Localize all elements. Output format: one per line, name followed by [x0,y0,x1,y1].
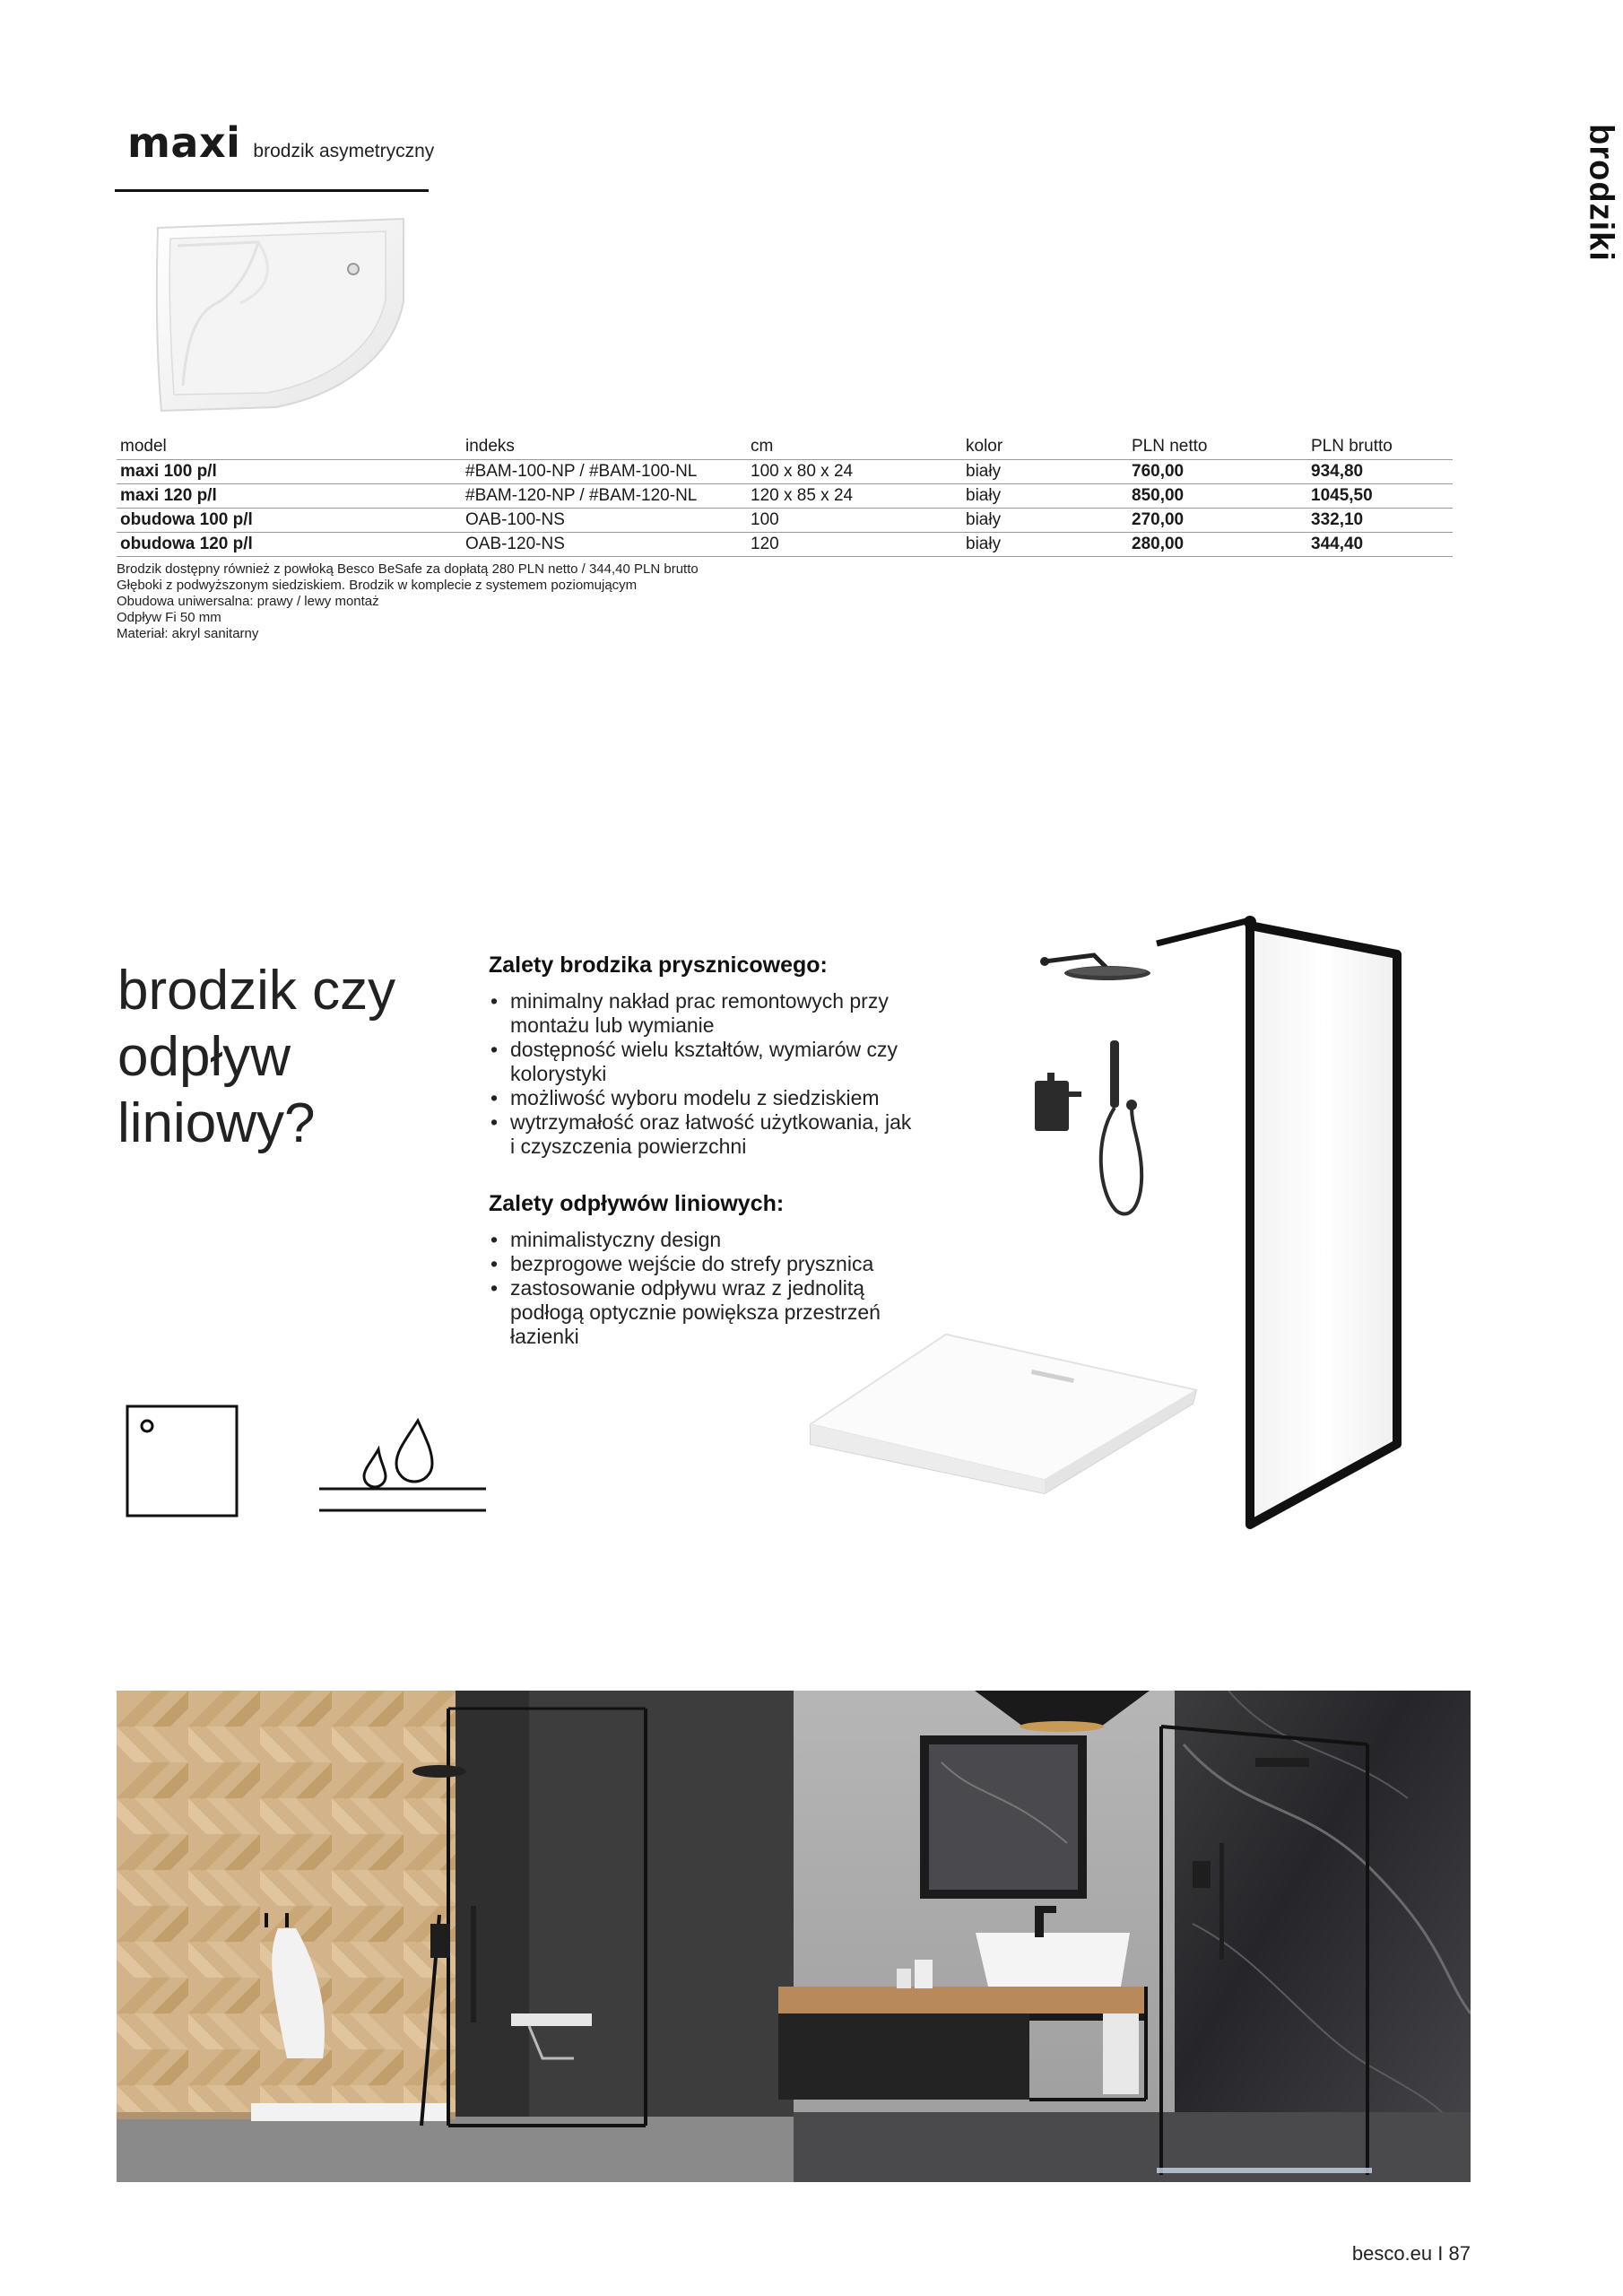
note-line: Głęboki z podwyższonym siedziskiem. Brodzik w komplecie z systemem poziomującym [117,578,638,593]
table-row [117,483,1453,508]
col-header-model: model [117,434,462,459]
cell-pln-netto: 280,00 [1128,532,1307,556]
table-row [117,508,1453,532]
table-row [117,532,1453,556]
bathroom-photos [117,1691,1471,2182]
product-notes [117,561,699,642]
cell-pln-brutto: 934,80 [1307,459,1453,483]
cell-pln-brutto: 344,40 [1307,532,1453,556]
cell-cm: 100 x 80 x 24 [747,459,962,483]
col-header-pln-netto: PLN netto [1128,434,1307,459]
rain-shower-head [1040,955,1150,980]
asymmetric-tray-image [151,215,411,413]
cell-cm: 120 [747,532,962,556]
footer-separator: I [1437,2242,1444,2265]
cell-kolor: biały [962,459,1128,483]
cell-indeks: OAB-120-NS [462,532,747,556]
cell-pln-netto: 270,00 [1128,508,1307,532]
col-header-indeks: indeks [462,434,747,459]
cell-cm: 120 x 85 x 24 [747,483,962,508]
question-line: odpływ [117,1026,291,1088]
thermostatic-mixer [1035,1073,1081,1131]
page-footer [1352,2242,1471,2266]
hand-shower [1101,1040,1141,1214]
cell-cm: 100 [747,508,962,532]
list-item: • minimalny nakład prac remontowych przy montażu lub wymianie [489,989,919,1038]
bathroom-photo-marble [778,1691,1471,2182]
col-header-kolor: kolor [962,434,1128,459]
cell-pln-netto: 850,00 [1128,483,1307,508]
cell-pln-netto: 760,00 [1128,459,1307,483]
col-header-pln-brutto: PLN brutto [1307,434,1453,459]
product-name: maxi [127,118,241,167]
note-line: Obudowa uniwersalna: prawy / lewy montaż [117,594,379,609]
question-line: brodzik czy [117,960,396,1022]
shower-fixtures-illustration [798,906,1497,1534]
cell-indeks: OAB-100-NS [462,508,747,532]
water-drops-drain-icon [317,1408,488,1516]
walk-in-glass-panel [1157,916,1397,1525]
product-header [127,118,434,167]
bathroom-photo-wood [117,1691,794,2182]
note-line: Odpływ Fi 50 mm [117,610,221,625]
cell-indeks: #BAM-100-NP / #BAM-100-NL [462,459,747,483]
col-header-cm: cm [747,434,962,459]
product-subtitle: brodzik asymetryczny [253,141,435,161]
cell-pln-brutto: 1045,50 [1307,483,1453,508]
cell-model: maxi 120 p/l [117,483,462,508]
drain-benefits-title: Zalety odpływów liniowych: [489,1191,785,1216]
list-item: • minimalistyczny design [489,1228,919,1252]
spec-table [117,434,1453,557]
cell-indeks: #BAM-120-NP / #BAM-120-NL [462,483,747,508]
shower-tray-linear [811,1335,1196,1493]
header-divider [115,189,429,192]
page-number: 87 [1448,2242,1471,2265]
section-tab-label: brodziki [1582,124,1620,262]
list-item: • dostępność wielu kształtów, wymiarów czy kolorystyki [489,1038,919,1086]
note-line: Brodzik dostępny również z powłoką Besco BeSafe za dopłatą 280 PLN netto / 344,40 PLN brutto [117,561,699,577]
cell-kolor: biały [962,532,1128,556]
website-link[interactable]: besco.eu [1351,2242,1433,2265]
cell-model: obudowa 100 p/l [117,508,462,532]
section-tab [1578,117,1623,269]
cell-model: obudowa 120 p/l [117,532,462,556]
table-header-row [117,434,1453,459]
cell-kolor: biały [962,483,1128,508]
cell-kolor: biały [962,508,1128,532]
list-item: • możliwość wyboru modelu z siedziskiem [489,1086,919,1110]
cell-model: maxi 100 p/l [117,459,462,483]
list-item: • wytrzymałość oraz łatwość użytkowania, jak i czyszczenia powierzchni [489,1110,919,1159]
list-item: • zastosowanie odpływu wraz z jednolitą podłogą optycznie powiększa przestrzeń łazienki [489,1276,919,1349]
table-row [117,459,1453,483]
cell-pln-brutto: 332,10 [1307,508,1453,532]
question-line: liniowy? [117,1092,316,1154]
list-item: • bezprogowe wejście do strefy prysznica [489,1252,919,1276]
section-question [117,958,494,1157]
note-line: Materiał: akryl sanitarny [117,626,259,641]
shower-tray-icon [126,1405,239,1518]
tray-benefits-title: Zalety brodzika prysznicowego: [489,952,828,978]
